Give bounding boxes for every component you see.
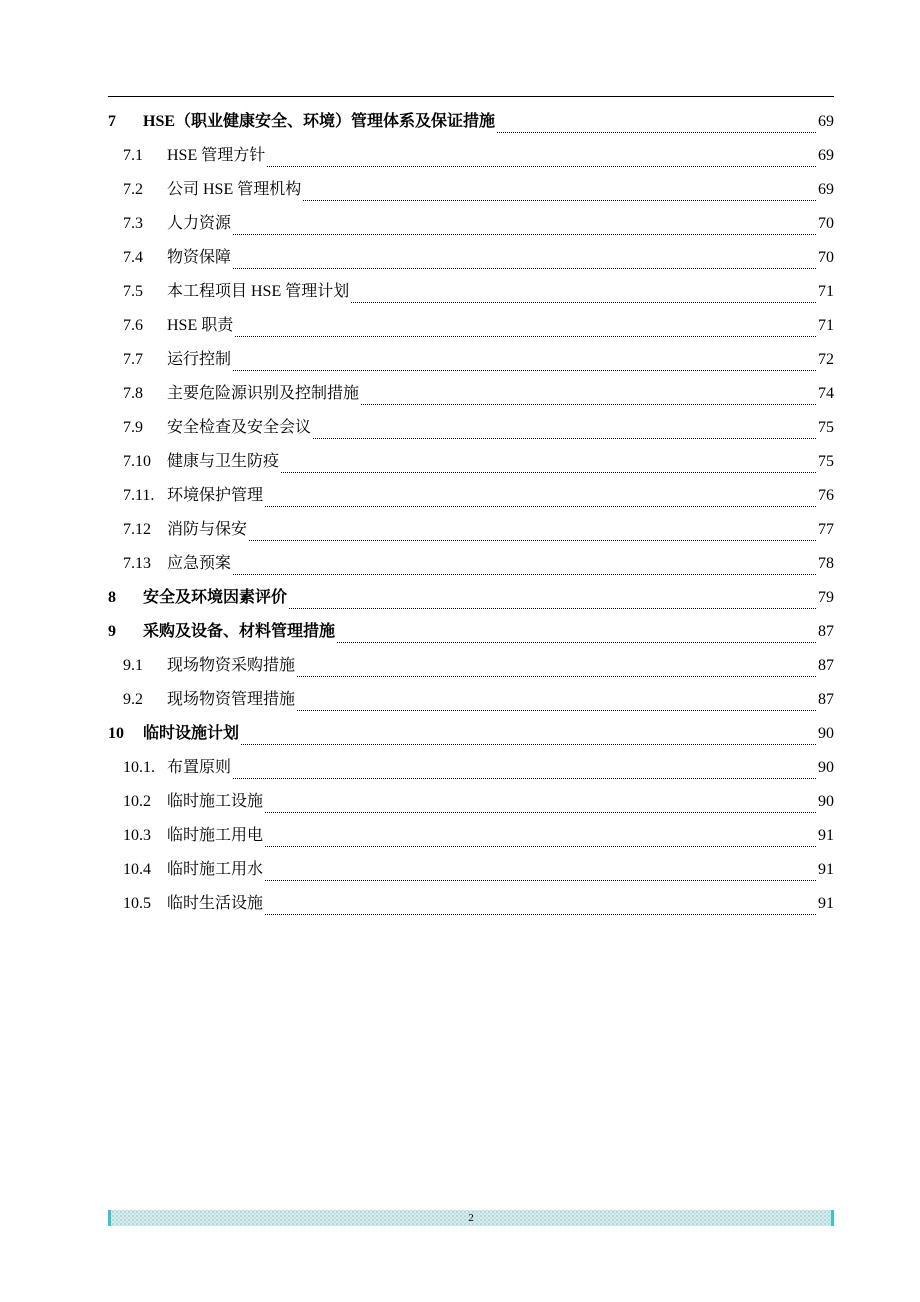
toc-section-entry[interactable] (108, 207, 834, 241)
page-number: 2 (468, 1212, 474, 1224)
toc-entry-number: 7.9 (123, 419, 143, 436)
toc-entry-number: 7.2 (123, 181, 143, 198)
toc-section-entry[interactable] (108, 853, 834, 887)
toc-entry-number: 9.1 (123, 657, 143, 674)
toc-entry-page-number: 90 (818, 793, 834, 810)
toc-entry-number: 7.11. (123, 487, 155, 504)
toc-dot-leader (313, 424, 816, 439)
toc-section-entry[interactable] (108, 139, 834, 173)
toc-entry-number: 7.12 (123, 521, 151, 538)
toc-entry-page-number: 87 (818, 657, 834, 674)
toc-section-entry[interactable] (108, 819, 834, 853)
toc-entry-title: 采购及设备、材料管理措施 (143, 623, 336, 640)
toc-dot-leader (297, 696, 816, 711)
toc-entry-page-number: 69 (818, 147, 834, 164)
toc-entry-title: HSE 职责 (167, 317, 234, 334)
toc-entry-title: 运行控制 (167, 351, 232, 368)
toc-entry-title: 环境保护管理 (167, 487, 264, 504)
toc-entry-title: 消防与保安 (167, 521, 248, 538)
toc-entry-number: 8 (108, 589, 116, 606)
toc-section-entry[interactable] (108, 343, 834, 377)
toc-dot-leader (235, 322, 816, 337)
toc-entry-number: 7 (108, 113, 116, 130)
toc-entry-page-number: 70 (818, 249, 834, 266)
toc-entry-page-number: 91 (818, 895, 834, 912)
toc-entry-page-number: 79 (818, 589, 834, 606)
toc-section-entry[interactable] (108, 411, 834, 445)
toc-entry-page-number: 76 (818, 487, 834, 504)
toc-section-entry[interactable] (108, 309, 834, 343)
toc-section-entry[interactable] (108, 513, 834, 547)
toc-entry-title: 临时施工用水 (167, 861, 264, 878)
toc-entry-number: 7.7 (123, 351, 143, 368)
toc-section-entry[interactable] (108, 649, 834, 683)
toc-section-entry[interactable] (108, 241, 834, 275)
toc-dot-leader (265, 866, 816, 881)
toc-entry-title: 本工程项目 HSE 管理计划 (167, 283, 350, 300)
toc-entry-page-number: 71 (818, 317, 834, 334)
toc-entry-title: 现场物资采购措施 (167, 657, 296, 674)
toc-entry-number: 10.5 (123, 895, 151, 912)
toc-entry-page-number: 90 (818, 759, 834, 776)
toc-section-entry[interactable] (108, 683, 834, 717)
toc-entry-number: 9 (108, 623, 116, 640)
toc-dot-leader (233, 254, 816, 269)
toc-entry-title: 应急预案 (167, 555, 232, 572)
toc-chapter-entry[interactable] (108, 615, 834, 649)
toc-entry-title: HSE（职业健康安全、环境）管理体系及保证措施 (143, 113, 496, 130)
toc-entry-title: 物资保障 (167, 249, 232, 266)
toc-entry-page-number: 87 (818, 691, 834, 708)
toc-entry-title: 现场物资管理措施 (167, 691, 296, 708)
toc-section-entry[interactable] (108, 887, 834, 921)
header-rule (108, 96, 834, 97)
toc-dot-leader (289, 594, 816, 609)
toc-chapter-entry[interactable] (108, 717, 834, 751)
toc-section-entry[interactable] (108, 445, 834, 479)
footer-bar (108, 1210, 834, 1226)
toc-section-entry[interactable] (108, 275, 834, 309)
toc-entry-title: 临时施工设施 (167, 793, 264, 810)
toc-dot-leader (233, 764, 816, 779)
toc-entry-page-number: 91 (818, 861, 834, 878)
toc-dot-leader (233, 220, 816, 235)
toc-chapter-entry[interactable] (108, 581, 834, 615)
toc-entry-page-number: 69 (818, 113, 834, 130)
toc-entry-number: 7.8 (123, 385, 143, 402)
toc-chapter-entry[interactable] (108, 105, 834, 139)
toc-entry-number: 9.2 (123, 691, 143, 708)
toc-entry-page-number: 74 (818, 385, 834, 402)
toc-entry-title: 临时设施计划 (143, 725, 240, 742)
toc-entry-title: 公司 HSE 管理机构 (167, 181, 302, 198)
toc-dot-leader (241, 730, 816, 745)
toc-dot-leader (265, 492, 816, 507)
toc-dot-leader (303, 186, 816, 201)
toc-entry-number: 7.4 (123, 249, 143, 266)
toc-entry-page-number: 91 (818, 827, 834, 844)
toc-entry-number: 7.10 (123, 453, 151, 470)
toc-section-entry[interactable] (108, 173, 834, 207)
toc-dot-leader (297, 662, 816, 677)
toc-section-entry[interactable] (108, 751, 834, 785)
toc-entry-title: 安全检查及安全会议 (167, 419, 312, 436)
toc-dot-leader (265, 798, 816, 813)
toc-entry-number: 10.2 (123, 793, 151, 810)
toc-entry-page-number: 90 (818, 725, 834, 742)
toc-entry-page-number: 75 (818, 419, 834, 436)
toc-entry-number: 7.5 (123, 283, 143, 300)
toc-entry-page-number: 87 (818, 623, 834, 640)
toc-entry-page-number: 69 (818, 181, 834, 198)
toc-dot-leader (267, 152, 816, 167)
toc-dot-leader (351, 288, 816, 303)
toc-entry-title: 临时生活设施 (167, 895, 264, 912)
toc-dot-leader (265, 900, 816, 915)
toc-entry-number: 10.3 (123, 827, 151, 844)
toc-entry-page-number: 75 (818, 453, 834, 470)
toc-dot-leader (281, 458, 816, 473)
toc-entry-number: 10.1. (123, 759, 155, 776)
toc-dot-leader (265, 832, 816, 847)
toc-section-entry[interactable] (108, 377, 834, 411)
toc-entry-number: 7.6 (123, 317, 143, 334)
toc-entry-page-number: 78 (818, 555, 834, 572)
table-of-contents (108, 105, 834, 921)
toc-section-entry[interactable] (108, 479, 834, 513)
toc-entry-title: 健康与卫生防疫 (167, 453, 280, 470)
toc-entry-page-number: 72 (818, 351, 834, 368)
toc-entry-title: 人力资源 (167, 215, 232, 232)
toc-entry-number: 7.1 (123, 147, 143, 164)
toc-entry-number: 10.4 (123, 861, 151, 878)
toc-entry-title: 布置原则 (167, 759, 232, 776)
toc-entry-page-number: 77 (818, 521, 834, 538)
toc-entry-title: 临时施工用电 (167, 827, 264, 844)
toc-entry-number: 7.13 (123, 555, 151, 572)
toc-entry-number: 7.3 (123, 215, 143, 232)
toc-entry-page-number: 71 (818, 283, 834, 300)
toc-entry-page-number: 70 (818, 215, 834, 232)
toc-dot-leader (497, 118, 816, 133)
toc-dot-leader (233, 560, 816, 575)
toc-entry-title: HSE 管理方针 (167, 147, 266, 164)
toc-dot-leader (361, 390, 816, 405)
toc-dot-leader (233, 356, 816, 371)
toc-dot-leader (249, 526, 816, 541)
toc-section-entry[interactable] (108, 785, 834, 819)
toc-entry-title: 安全及环境因素评价 (143, 589, 288, 606)
toc-dot-leader (337, 628, 816, 643)
toc-section-entry[interactable] (108, 547, 834, 581)
toc-entry-title: 主要危险源识别及控制措施 (167, 385, 360, 402)
toc-entry-number: 10 (108, 725, 124, 742)
